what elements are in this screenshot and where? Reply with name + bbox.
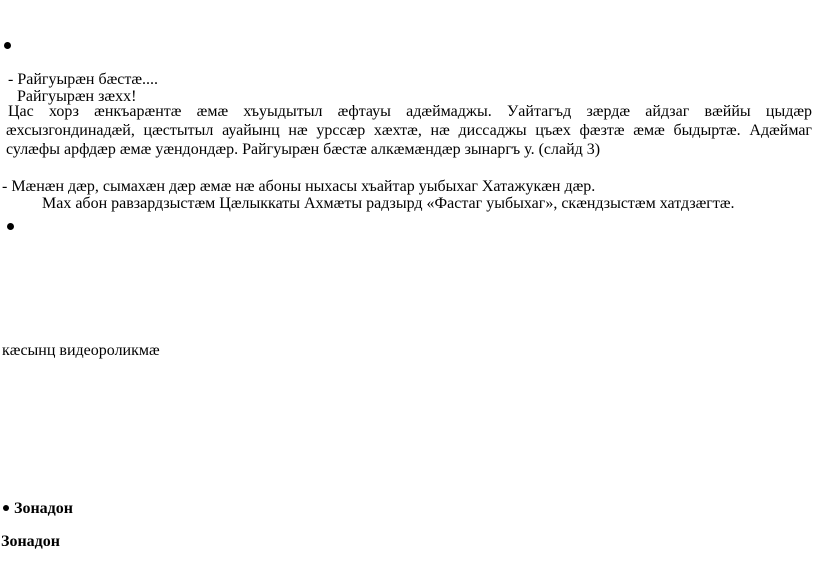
line-makh-abon: Мах абон равзардзыстæм Цæлыккаты Ахмæты радзырд «Фастаг уыбыхаг», скæндзыстæм хатдзæгтæ. [42, 195, 735, 212]
video-caption: кæсынц видеороликмæ [2, 342, 160, 359]
bullet-1 [4, 42, 11, 49]
heading-zonadon: Зонадон [1, 533, 60, 550]
bullet-heading-zonadon: Зонадон [14, 500, 73, 517]
bullet-3 [3, 505, 9, 511]
bullet-2 [7, 223, 14, 230]
paragraph-main: Цас хорз æнкъарæнтæ æмæ хъуыдытыл æфтауы адæймаджы. Уайтагъд зæрдæ айдзаг вæййы цыдæр æхсызгондинадæй, цæстытыл ауайынц нæ урссæр хæхтæ, нæ диссаджы цъæх фæзтæ æмæ быдыртæ. Адæймаг сулæфы арфдæр æмæ уæндондæр. Райгуырæн бæстæ алкæмæндæр зынаргъ у. (слайд 3) [6, 103, 812, 158]
line-rayguyraen-zaekhkh: Райгуырæн зæхх! [17, 88, 137, 105]
line-maenaen-daer: - Мæнæн дæр, сымахæн дæр æмæ нæ абоны ныхасы хъайтар уыбыхаг Хатажукæн дæр. [2, 178, 596, 195]
line-rayguyraen-baestae: - Райгуырæн бæстæ.... [8, 71, 159, 88]
